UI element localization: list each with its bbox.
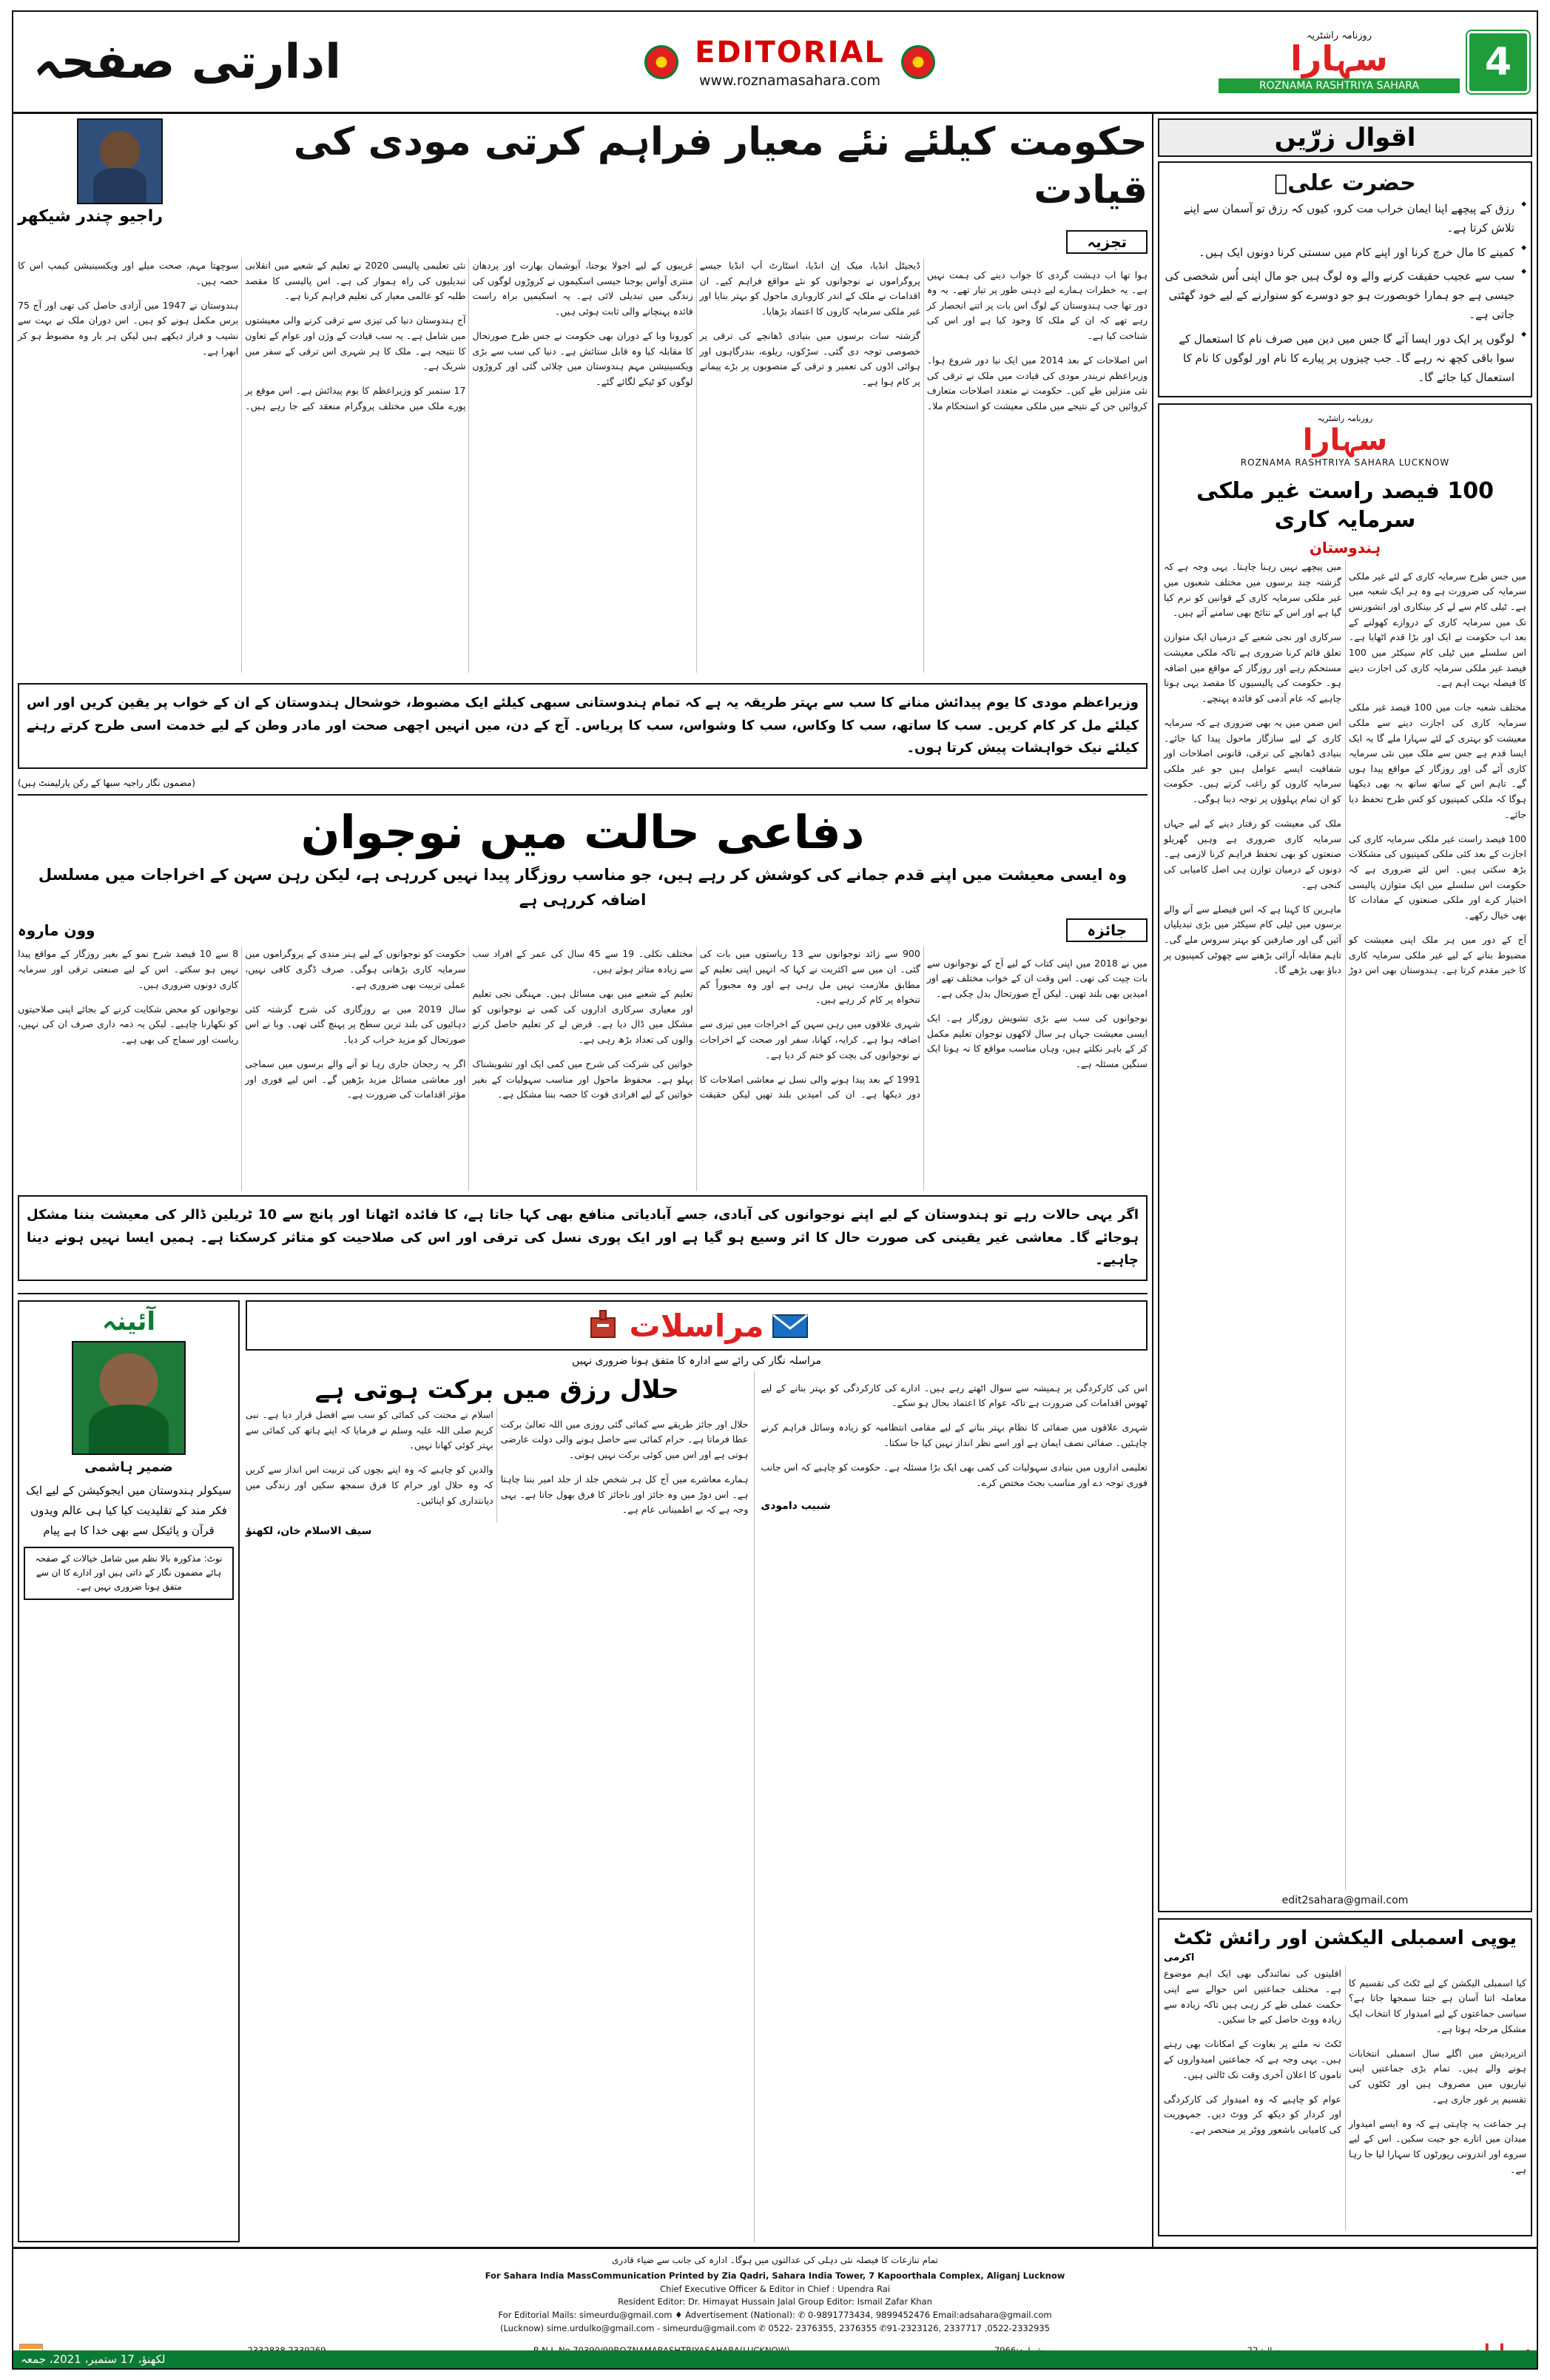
masthead-left <box>1219 12 1537 112</box>
aaina-disclaimer: نوٹ: مذکورہ بالا نظم میں شامل خیالات کے صفحہ ہائے مضمون نگار کے ذاتی ہیں اور ادارے کا ان سے متفق ہونا ضروری نہیں ہے۔ <box>24 1547 234 1600</box>
masthead-center <box>361 12 1219 112</box>
analysis-tag: تجزیہ <box>1066 230 1148 254</box>
paragraph: اترپردیش میں اگلے سال اسمبلی انتخابات ہونے والے ہیں۔ تمام بڑی جماعتیں اپنی تیاریوں میں مصروف ہیں اور ٹکٹوں کی تقسیم پر غور جاری ہے۔ <box>1349 2047 1526 2105</box>
dateline-text: لکھنؤ، 17 ستمبر، 2021، جمعہ <box>21 2353 166 2366</box>
editorial-title: EDITORIAL <box>695 35 885 70</box>
logo-subtitle: روزنامہ راشٹریہ <box>1306 30 1372 41</box>
letter1-heading: حلال رزق میں برکت ہوتی ہے <box>314 1375 679 1405</box>
lead-author: راجیو چندر شیکھر <box>18 207 163 226</box>
editorial-email[interactable]: edit2sahara@gmail.com <box>1281 1895 1409 1907</box>
invest-logo: سہارا <box>1302 423 1388 458</box>
paragraph: تعلیم کے شعبے میں بھی مسائل ہیں۔ مہنگی نجی تعلیم اور معیاری سرکاری اداروں کی کمی نے نوجوانوں کو مشکل میں ڈال دیا ہے۔ قرض لے کر تعلیم حاصل کرنے والوں کی تعداد بڑھ رہی ہے۔ <box>472 988 693 1045</box>
paragraph: شہری علاقوں میں رہن سہن کے اخراجات میں تیزی سے اضافہ ہوا ہے۔ کرایہ، کھانا، سفر اور صحت کے اخراجات نے نوجوانوں کی بچت کو ختم کر دیا ہے۔ <box>699 1018 920 1060</box>
murasalat-subtitle: مراسلہ نگار کی رائے سے ادارہ کا متفق ہونا ضروری نہیں <box>572 1355 821 1368</box>
bottom-strip <box>18 1294 1148 2242</box>
flower-icon <box>901 45 935 79</box>
paragraph: سال 2019 میں بے روزگاری کی شرح گزشتہ کئی دہائیوں کی بلند ترین سطح پر پہنچ گئی تھی۔ وبا نے اس صورتحال کو مزید خراب کر دیا۔ <box>245 1003 466 1045</box>
lead-title: حکومت کیلئے نئے معیار فراہم کرتی مودی کی قیادت <box>293 120 1148 212</box>
paragraph: میں نے 2018 میں اپنی کتاب کے لیے آج کے نوجوانوں سے بات چیت کی تھی۔ اس وقت ان کے خواب مختلف تھے اور امیدیں بھی بلند تھیں۔ لیکن آج صورتحال بدل چکی ہے۔ <box>926 957 1148 1000</box>
second-body <box>18 947 1148 1191</box>
second-pull-quote: اگر یہی حالات رہے تو ہندوستان کے لیے اپنے نوجوانوں کی آبادی، جسے آبادیاتی منافع بھی کہا جاتا ہے، کا فائدہ اٹھانا اور پانچ سے 10 ٹریلین ڈالر کی معیشت بننا مشکل ہوجائے گا۔ معاشی غیر یقینی کی صورت حال کا اثر وسیع ہو گیا ہے اور ایک پوری نسل کی ترقی اور اس کی صلاحیت کو متاثر کرسکتا ہے۔ ہمیں ایسا نہیں ہونے دینا چاہیے۔ <box>18 1195 1148 1281</box>
paragraph: ٹکٹ نہ ملنے پر بغاوت کے امکانات بھی رہتے ہیں۔ یہی وجہ ہے کہ جماعتیں امیدواروں کے ناموں کا اعلان آخری وقت تک ٹالتی ہیں۔ <box>1164 2038 1341 2080</box>
lead-signature: (مضمون نگار راجیہ سبھا کے رکن پارلیمنٹ ہیں) <box>18 777 195 788</box>
up-heading: یوپی اسمبلی الیکشن اور رائش ٹکٹ <box>1173 1927 1517 1950</box>
author-block <box>18 118 163 226</box>
paragraph: اس اصلاحات کے بعد 2014 میں ایک نیا دور شروع ہوا۔ وزیراعظم نریندر مودی کی قیادت میں ملک نے ترقی کی نئی منزلیں طے کیں۔ حکومت نے متعدد اصلاحات متعارف کروائیں جن کے نتیجے میں ملکی معیشت کو استحکام ملا۔ <box>926 354 1148 411</box>
footer-urdu-line: تمام تنازعات کا فیصلہ نئی دہلی کی عدالتوں میں ہوگا۔ ادارہ کی جانب سے ضیاء قادری <box>611 2255 939 2266</box>
page-frame <box>12 10 1538 2370</box>
paragraph: ہمارے معاشرے میں آج کل ہر شخص جلد از جلد امیر بننا چاہتا ہے۔ اس دوڑ میں وہ جائز اور ناجائز کا فرق بھول جاتا ہے۔ یہی وجہ ہے کہ بے اطمینانی عام ہے۔ <box>500 1473 749 1516</box>
main-column <box>13 114 1152 2247</box>
author-photo <box>77 118 163 204</box>
paragraph: والدین کو چاہیے کہ وہ اپنے بچوں کی تربیت اس انداز سے کریں کہ وہ حلال اور حرام کا فرق سمجھ سکیں اور زندگی میں دیانتداری کو اپنائیں۔ <box>246 1464 493 1506</box>
aaina-author-photo <box>72 1341 186 1455</box>
paragraph: عوام کو چاہیے کہ وہ امیدوار کی کارکردگی اور کردار کو دیکھ کر ووٹ دیں۔ جمہوریت کی کامیابی باشعور ووٹر پر منحصر ہے۔ <box>1164 2093 1341 2135</box>
paragraph: شہری علاقوں میں صفائی کا نظام بہتر بنانے کے لیے مقامی انتظامیہ کو زیادہ وسائل فراہم کرنے چاہئیں۔ صفائی نصف ایمان ہے اور اسے نظر انداز نہیں کیا جا سکتا۔ <box>761 1422 1148 1448</box>
footer-line-4[interactable]: For Editorial Mails: simeurdu@gmail.com ♦ Advertisement (National): ✆ 0-9891773434, 9899452476 Email:adsahara@gmail.com <box>498 2310 1052 2321</box>
paragraph: آج کے دور میں ہر ملک اپنی معیشت کو مضبوط بنانے کے لیے غیر ملکی سرمایہ کاری کا خیر مقدم کرتا ہے۔ ہندوستان بھی اس دوڑ میں پیچھے نہیں رہنا چاہتا۔ یہی وجہ ہے کہ گزشتہ چند برسوں میں مختلف شعبوں میں غیر ملکی سرمایہ کاری کے قوانین کو نرم کیا گیا ہے اور اس کے نتائج بھی سامنے آئے ہیں۔ <box>1164 561 1526 976</box>
up-election-article <box>1158 1918 1532 2236</box>
envelope-icon <box>771 1306 809 1345</box>
second-headline: دفاعی حالت میں نوجوان <box>300 804 865 859</box>
second-author: وون ماروہ <box>18 921 95 940</box>
invest-logo-sub: ROZNAMA RASHTRIYA SAHARA LUCKNOW <box>1240 457 1450 468</box>
up-author: اکرمی <box>1164 1952 1195 1964</box>
lead-article <box>18 118 1148 796</box>
sahara-logo-block <box>1164 409 1526 472</box>
paragraph: 8 سے 10 فیصد شرح نمو کے بغیر روزگار کے مواقع پیدا نہیں ہو سکتے۔ اس کے لیے صنعتی ترقی اور سرمایہ کاری دونوں ضروری ہیں۔ <box>18 948 239 990</box>
paragraph: کیا اسمبلی الیکشن کے لیے ٹکٹ کی تقسیم کا معاملہ اتنا آسان ہے جتنا سمجھا جاتا ہے؟ سیاسی جماعتوں کے لیے امیدوار کا انتخاب ایک مشکل مرحلہ ہوتا ہے۔ <box>1349 1977 1526 2034</box>
footer-line-3: Resident Editor: Dr. Himayat Hussain Jalal Group Editor: Ismail Zafar Khan <box>618 2296 932 2307</box>
website-url[interactable]: www.roznamasahara.com <box>698 72 881 89</box>
letter2-body <box>761 1381 1148 1491</box>
lead-pull-quote: وزیراعظم مودی کا یوم پیدائش منانے کا سب سے بہتر طریقہ یہ ہے کہ تمام ہندوستانی سبھی کیلئے ایک مضبوط، خوشحال ہندوستان کے ان کے خواب پر یقین کریں اور اس کیلئے مل کر کام کریں۔ سب کا ساتھ، سب کا وکاس، سب کا وشواس، سب کا پریاس۔ آج کے دن، میں انہیں اچھی صحت اور مادر وطن کے لیے خدمت اسی طرح کرتے رہنے کیلئے نیک خواہشات پیش کرتا ہوں۔ <box>18 683 1148 769</box>
aqwal-heading: حضرت علیؓ <box>1274 170 1416 196</box>
page-content <box>13 114 1537 2247</box>
paragraph: نئی تعلیمی پالیسی 2020 نے تعلیم کے شعبے میں انقلابی تبدیلیوں کی راہ ہموار کی ہے۔ اس پالیسی کا مقصد طلبہ کو عالمی معیار کی تعلیم فراہم کرنا ہے۔ <box>245 260 466 302</box>
murasalat-section <box>246 1300 1148 2242</box>
paragraph: ملک کی معیشت کو رفتار دینے کے لیے جہاں سرمایہ کاری ضروری ہے وہیں گھریلو صنعتوں کو بھی تحفظ فراہم کرنا لازمی ہے۔ دونوں کے درمیان توازن ہی اصل کامیابی کی کنجی ہے۔ <box>1164 818 1341 890</box>
list-item: ◆ سب سے عجیب حقیقت کرنے والے وہ لوگ ہیں جو مال اپنی اُس شخصی کی جیسی ہے جو ہمارا خوبصورت ہو جو دوسرے کو سنوارنے کے لیے خود گھٹتی جاتی ہے۔ <box>1164 266 1526 325</box>
review-tag: جائزہ <box>1066 918 1148 942</box>
lead-tag-row <box>18 230 1148 254</box>
paragraph: گزشتہ سات برسوں میں بنیادی ڈھانچے کی ترقی پر خصوصی توجہ دی گئی۔ سڑکوں، ریلوے، بندرگاہوں اور ہوائی اڈوں کی تعمیر و ترقی کے منصوبوں پر بڑے پیمانے پر کام ہوا ہے۔ <box>699 330 920 387</box>
aqwal-ribbon: اقوال زرّیں <box>1158 118 1532 157</box>
paragraph: کورونا وبا کے دوران بھی حکومت نے جس طرح صورتحال کا مقابلہ کیا وہ قابل ستائش ہے۔ دنیا کی سب سے بڑی ویکسینیشن مہم ہندوستان میں چلائی گئی اور کروڑوں لوگوں کو ٹیکے لگائے گئے۔ <box>472 330 693 387</box>
paragraph: مختلف شعبہ جات میں 100 فیصد غیر ملکی سرمایہ کاری کی اجازت دینے سے ملکی معیشت کو بہتری کے لئے سہارا ملے گا یہ ایک ایسا قدم ہے جس سے ملک میں نئی سرمایہ کاری آئے گی اور روزگار کے مواقع پیدا ہوں گے۔ تاہم اس کے ساتھ ساتھ یہ بھی دیکھنا ہوگا کہ ملکی کمپنیوں کو کس طرح تحفظ دیا جائے۔ <box>1349 702 1526 820</box>
paragraph: سرکاری اور نجی شعبے کے درمیان ایک متوازن تعلق قائم کرنا ضروری ہے تاکہ ملکی معیشت مستحکم رہے اور روزگار کے مواقع میں اضافہ ہو۔ حکومت کی پالیسیوں کا مقصد یہی ہونا چاہیے کہ عام آدمی کو فائدہ پہنچے۔ <box>1164 631 1341 704</box>
paragraph: اس کی کارکردگی پر ہمیشہ سے سوال اٹھتے رہے ہیں۔ ادارے کی کارکردگی کو بہتر بنانے کے لیے ٹھوس اقدامات کی ضرورت ہے تاکہ عوام کا اعتماد بحال ہو سکے۔ <box>761 1382 1148 1409</box>
invest-body <box>1164 559 1526 1890</box>
paragraph: ہوا تھا اب دہشت گردی کا جواب دینے کی ہمت نہیں ہے۔ یہ خطرات ہمارے لیے ذہنی طور پر تیار تھے۔ یہ وہ دور تھا جب ہندوستان کے لوگ اس بات پر اتنے انحصار کر رہے تھے کہ ان کے ملک کا وجود کیا ہے اور اس کی شناخت کیا ہے۔ <box>926 269 1148 341</box>
paragraph: 900 سے زائد نوجوانوں سے 13 ریاستوں میں بات کی گئی۔ ان میں سے اکثریت نے کہا کہ انہیں اپنی تعلیم کے مطابق ملازمت نہیں مل رہی ہے اور وہ مجبوراً کم تنخواہ پر کام کر رہے ہیں۔ <box>699 948 920 1006</box>
paragraph: نوجوانوں کو محض شکایت کرنے کے بجائے اپنی صلاحیتوں کو نکھارنا چاہیے۔ لیکن یہ ذمہ داری صرف ان کی نہیں، ریاست اور سماج کی بھی ہے۔ <box>18 1003 239 1045</box>
letter1-author: سیف الاسلام خان، لکھنؤ <box>246 1525 372 1538</box>
dateline-bar <box>13 2350 1537 2368</box>
paragraph: میں جس طرح سرمایہ کاری کے لئے غیر ملکی سرمایہ کی ضرورت ہے وہ ہر ایک شعبہ میں ہے۔ ٹیلی کام سے لے کر بینکاری اور انشورنس تک میں سرمایہ کاری کے دروازے کھولنے کے بعد اب حکومت نے ایک اور بڑا قدم اٹھایا ہے۔ اس سلسلے میں ٹیلی کام سیکٹر میں 100 فیصد غیر ملکی سرمایہ کاری کی اجازت دینے کا فیصلہ بہت اہم ہے۔ <box>1349 570 1526 689</box>
aqwal-list <box>1164 199 1526 387</box>
letter-one <box>246 1371 748 2242</box>
paragraph: ماہرین کا کہنا ہے کہ اس فیصلے سے آنے والے برسوں میں ٹیلی کام سیکٹر میں بڑی تبدیلیاں آئیں گی اور صارفین کو بہتر سروس ملے گی۔ تاہم مقابلہ آرائی بڑھنے سے چھوٹی کمپنیوں پر دباؤ بھی بڑھے گا۔ <box>1164 903 1341 976</box>
footer-line-5[interactable]: (Lucknow) sime.urdulko@gmail.com - simeurdu@gmail.com ✆ 0522- 2376355, 2376355 ✆91-2323126, 2337717 ,0522-2332935 <box>499 2323 1050 2334</box>
invest-headline: 100 فیصد راست غیر ملکی سرمایہ کاری <box>1196 478 1494 534</box>
flower-icon <box>644 45 678 79</box>
paragraph: ہر جماعت یہ چاہتی ہے کہ وہ ایسے امیدوار میدان میں اتارے جو جیت سکیں۔ اس کے لیے سروے اور اندرونی رپورٹوں کا سہارا لیا جا رہا ہے۔ <box>1349 2117 1526 2175</box>
list-item: ◆ رزق کے پیچھے اپنا ایمان خراب مت کرو، کیوں کہ رزق تو آسمان سے اپنے تلاش کرتا ہے۔ <box>1164 199 1526 238</box>
letter2-author: شبیب دامودی <box>761 1499 831 1512</box>
newspaper-logo <box>1219 30 1460 93</box>
footer-line-2: Chief Executive Officer & Editor in Chief : Upendra Rai <box>660 2283 890 2294</box>
second-article <box>18 796 1148 1294</box>
footer-line-1: For Sahara India MassCommunication Printed by Zia Qadri, Sahara India Tower, 7 Kapoorthala Complex, Aliganj Lucknow <box>485 2270 1065 2281</box>
aqwal-box <box>1158 161 1532 397</box>
mailbox-icon <box>584 1306 622 1345</box>
paragraph: حلال اور جائز طریقے سے کمائی گئی روزی میں اللہ تعالیٰ برکت عطا فرماتا ہے۔ حرام کمائی سے حاصل ہونے والی دولت عارضی ہوتی ہے اور اس میں کوئی برکت نہیں ہوتی۔ <box>500 1418 749 1460</box>
paragraph: حکومت کو نوجوانوں کے لیے ہنر مندی کے پروگراموں میں سرمایہ کاری بڑھانی ہوگی۔ صرف ڈگری کافی نہیں، عملی تربیت بھی ضروری ہے۔ <box>245 948 466 990</box>
paragraph: ڈیجیٹل انڈیا، میک اِن انڈیا، اسٹارٹ اَپ انڈیا جیسے پروگراموں نے نوجوانوں کو نئے مواقع فراہم کیے۔ ان اقدامات نے ملک کے اندر کاروباری ماحول کو بہتر بنایا اور غیر ملکی سرمایہ کاروں کا اعتماد بڑھایا۔ <box>699 260 920 317</box>
lead-body <box>18 258 1148 673</box>
paragraph: اقلیتوں کی نمائندگی بھی ایک اہم موضوع ہے۔ مختلف جماعتیں اس حوالے سے اپنی حکمت عملی طے کر رہی ہیں تاکہ زیادہ سے زیادہ ووٹ حاصل کیے جا سکیں۔ <box>1164 1968 1341 2026</box>
page-number: 4 <box>1467 31 1529 93</box>
aaina-column <box>18 1300 240 2242</box>
logo-title: سہارا <box>1219 41 1460 75</box>
second-tag-row <box>18 918 1148 942</box>
invest-tag: ہندوستان <box>1309 539 1381 557</box>
paragraph: اگر یہ رجحان جاری رہا تو آنے والے برسوں میں سماجی اور معاشی مسائل مزید بڑھیں گے۔ اس لیے فوری اور مؤثر اقدامات کی ضرورت ہے۔ <box>245 1058 466 1100</box>
paragraph: آج ہندوستان دنیا کی تیزی سے ترقی کرنے والی معیشتوں میں شامل ہے۔ یہ سب قیادت کے وژن اور عوام کے تعاون کا نتیجہ ہے۔ ملک کا ہر شہری اس ترقی کے سفر میں شریک ہے۔ <box>245 315 466 372</box>
aaina-author: ضمیر ہاشمی <box>84 1459 173 1476</box>
paragraph: ہندوستان نے 1947 میں آزادی حاصل کی تھی اور آج 75 برس مکمل ہونے کو ہیں۔ اس دوران ملک نے بہت سے نشیب و فراز دیکھے ہیں لیکن ہر بار وہ مضبوط ہو کر ابھرا ہے۔ <box>18 299 239 357</box>
murasalat-title: مراسلات <box>629 1307 764 1344</box>
paragraph: اس ضمن میں یہ بھی ضروری ہے کہ سرمایہ کاری کے لیے سازگار ماحول پیدا کیا جائے۔ بنیادی ڈھانچے کی ترقی، قانونی اصلاحات اور شفافیت ایسے عوامل ہیں جو غیر ملکی سرمایہ کاروں کو راغب کرتے ہیں۔ حکومت کو ان تمام پہلوؤں پر توجہ دینا ہوگی۔ <box>1164 716 1341 804</box>
murasalat-header <box>246 1300 1148 1351</box>
paragraph: اسلام نے محنت کی کمائی کو سب سے افضل قرار دیا ہے۔ نبی کریم صلی اللہ علیہ وسلم نے فرمایا کہ اپنے ہاتھ کی کمائی سے بہتر کوئی کھانا نہیں۔ <box>246 1409 493 1451</box>
masthead-right <box>13 12 361 112</box>
paragraph: 1991 کے بعد پیدا ہونے والی نسل نے معاشی اصلاحات کا دور دیکھا ہے۔ ان کی امیدیں بلند تھیں لیکن حقیقت مختلف نکلی۔ 19 سے 45 سال کی عمر کے افراد سب سے زیادہ متاثر ہوئے ہیں۔ <box>472 948 920 1100</box>
section-title: ادارتی صفحہ <box>33 34 342 90</box>
second-subhead: وہ ایسی معیشت میں اپنے قدم جمانے کی کوشش کر رہے ہیں، جو مناسب روزگار پیدا نہیں کررہی ہے، لیکن رہن سہن کے اخراجات میں مسلسل اضافہ کررہی ہے <box>38 866 1128 909</box>
aaina-title: آئینہ <box>101 1307 156 1337</box>
paragraph: تعلیمی اداروں میں بنیادی سہولیات کی کمی بھی ایک بڑا مسئلہ ہے۔ حکومت کو چاہیے کہ اس جانب فوری توجہ دے اور مناسب بجٹ مختص کرے۔ <box>761 1462 1148 1488</box>
lead-head-row <box>18 118 1148 226</box>
letter1-body <box>246 1408 748 1522</box>
aaina-poem: سیکولر ہندوستان میں ایجوکیشن کے لیے ایک فکر مند کے تقلیدیت کیا کیا ہی عالم ویدوں قرآن و پائیکل سے بھی خدا کا ہے پیام <box>26 1484 232 1538</box>
list-item: ◆ کمینے کا مال خرچ کرنا اور اپنے کام میں سستی کرنا دونوں ایک ہیں۔ <box>1164 243 1526 262</box>
paragraph: نوجوانوں کی سب سے بڑی تشویش روزگار ہے۔ ایک ایسی معیشت جہاں ہر سال لاکھوں نوجوان تعلیم مکمل کر کے باہر نکلتے ہیں، وہاں مناسب مواقع کا نہ ہونا ایک سنگین مسئلہ ہے۔ <box>926 1012 1148 1070</box>
logo-green-bar: ROZNAMA RASHTRIYA SAHARA <box>1219 78 1460 93</box>
up-body <box>1164 1966 1526 2231</box>
paragraph: غریبوں کے لیے اجولا یوجنا، آیوشمان بھارت اور پردھان منتری آواس یوجنا جیسی اسکیموں نے کروڑوں لوگوں کی زندگی میں تبدیلی لائی ہے۔ یہ اسکیمیں براہ راست فائدہ پہنچانے والی ثابت ہوئی ہیں۔ <box>472 260 693 317</box>
paragraph: 100 فیصد راست غیر ملکی سرمایہ کاری کی اجازت کے بعد کئی ملکی کمپنیوں کی مشکلات بڑھ سکتی ہیں۔ اس لئے ضروری ہے کہ حکومت اس سلسلے میں ایک متوازن پالیسی اختیار کرے اور ملکی صنعتوں کے مفادات کا بھی خیال رکھے۔ <box>1349 833 1526 921</box>
paragraph: 17 ستمبر کو وزیراعظم کا یوم پیدائش ہے۔ اس موقع پر پورے ملک میں مختلف پروگرام منعقد کیے جا رہے ہیں۔ سوچھتا مہم، صحت میلے اور ویکسینیشن کیمپ اس کا حصہ ہیں۔ <box>18 260 466 411</box>
right-column <box>1152 114 1537 2247</box>
logo-caption: روزنامہ راشٹریہ <box>1317 414 1373 424</box>
letter-two <box>754 1371 1148 2242</box>
list-item: ◆ لوگوں پر ایک دور ایسا آئے گا جس میں دین میں صرف نام کا استعمال کے سوا باقی کچھ نہ رہے گا۔ جب چیزوں پر پیارے کا نام اور لوگوں کا نام کا استعمال کیا جائے گا۔ <box>1164 329 1526 388</box>
investment-article <box>1158 403 1532 1912</box>
paragraph: خواتین کی شرکت کی شرح میں کمی ایک اور تشویشناک پہلو ہے۔ محفوظ ماحول اور مناسب سہولیات کے بغیر خواتین کے لیے افرادی قوت کا حصہ بننا مشکل ہے۔ <box>472 1058 693 1100</box>
